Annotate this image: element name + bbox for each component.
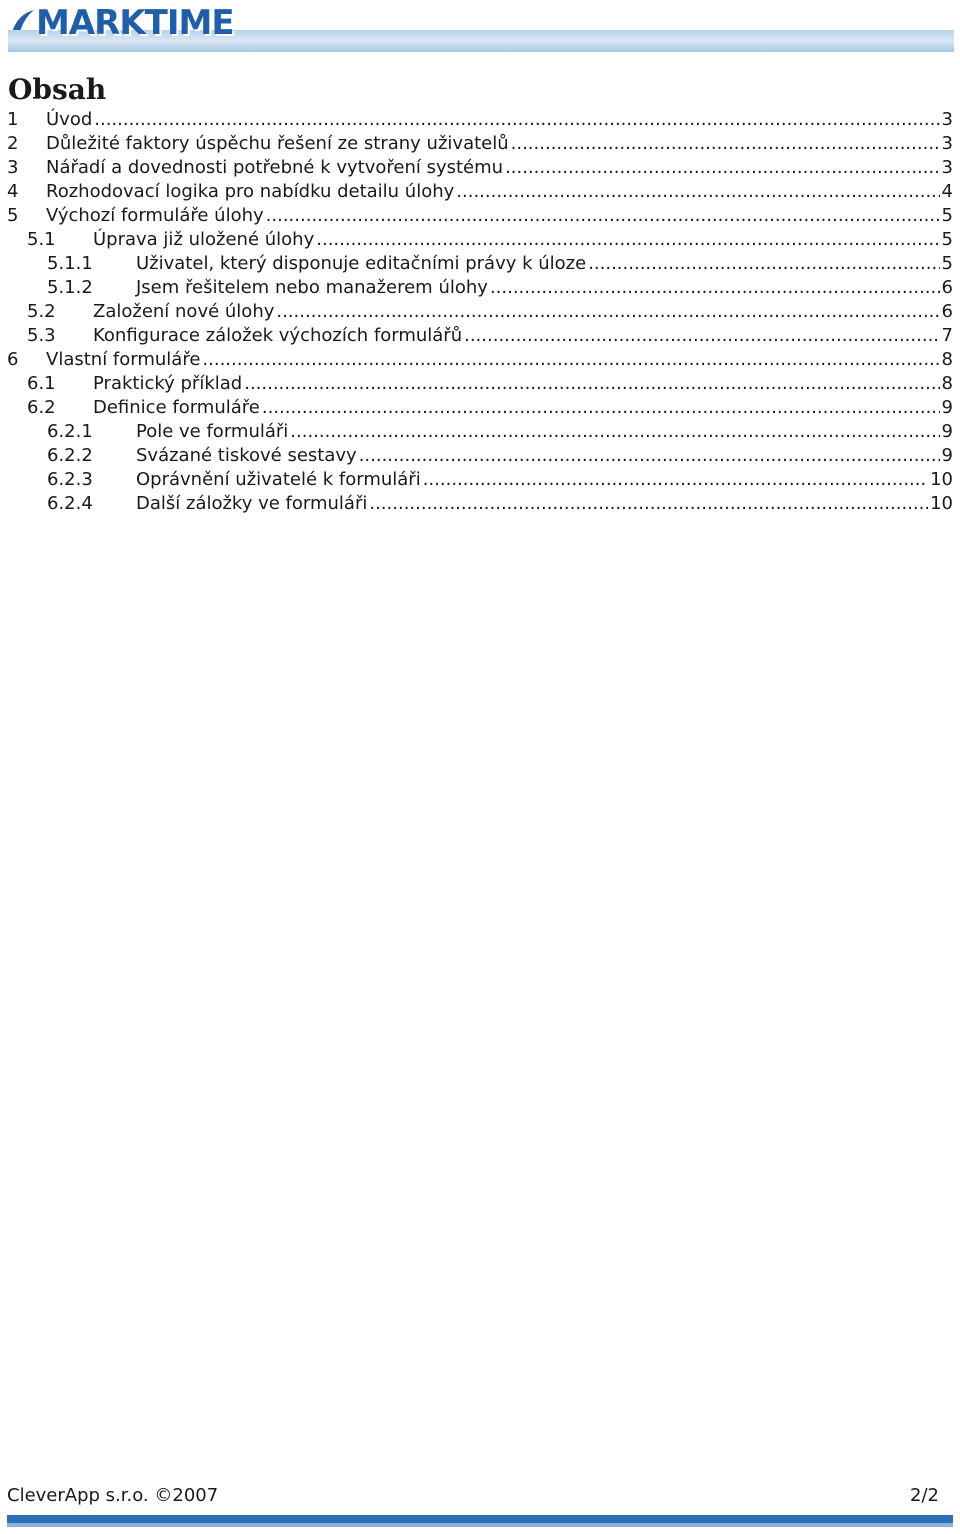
toc-leader-dots: [456, 180, 939, 204]
toc-entry[interactable]: [0, 180, 960, 204]
toc-leader-dots: [369, 492, 928, 516]
toc-leader-dots: [511, 132, 940, 156]
toc-entry-page[interactable]: 3: [941, 109, 953, 130]
toc-entry-page[interactable]: 3: [941, 157, 953, 178]
toc-heading: Obsah: [8, 73, 107, 106]
toc-entry-page[interactable]: 9: [941, 421, 953, 442]
toc-entry-title[interactable]: Důležité faktory úspěchu řešení ze strany uživatelů: [46, 133, 509, 154]
toc-entry-line: [46, 180, 953, 204]
toc-entry-number: 3: [7, 157, 19, 178]
toc-entry-number: 4: [7, 181, 19, 202]
toc-entry[interactable]: [0, 252, 960, 276]
toc-entry-number: 6.2.3: [47, 469, 93, 490]
toc-entry-line: [93, 372, 953, 396]
toc-entry-title[interactable]: Jsem řešitelem nebo manažerem úlohy: [136, 277, 488, 298]
toc-entry[interactable]: [0, 348, 960, 372]
toc-entry-title[interactable]: Úvod: [46, 109, 93, 130]
footer-company: CleverApp s.r.o. ©2007: [7, 1485, 219, 1506]
toc-entry-number: 6.2.4: [47, 493, 93, 514]
toc-leader-dots: [94, 108, 939, 132]
toc-entry-number: 5.1.2: [47, 277, 93, 298]
toc-entry-title[interactable]: Další záložky ve formuláři: [136, 493, 368, 514]
toc-leader-dots: [359, 444, 940, 468]
toc-entry-number: 5.3: [27, 325, 56, 346]
toc-entry[interactable]: [0, 156, 960, 180]
toc-entry-line: [93, 396, 953, 420]
toc-entry-title[interactable]: Úprava již uložené úlohy: [93, 229, 315, 250]
toc-entry-line: [136, 444, 953, 468]
toc-entry-line: [46, 204, 953, 228]
toc-entry-number: 1: [7, 109, 19, 130]
toc-entry[interactable]: [0, 492, 960, 516]
toc-entry-title[interactable]: Nářadí a dovednosti potřebné k vytvoření systému: [46, 157, 504, 178]
toc-entry-page[interactable]: 7: [941, 325, 953, 346]
toc-entry[interactable]: [0, 108, 960, 132]
toc-entry-title[interactable]: Výchozí formuláře úlohy: [46, 205, 264, 226]
toc-leader-dots: [266, 204, 940, 228]
toc-entry-page[interactable]: 9: [941, 397, 953, 418]
toc-entry-line: [136, 252, 953, 276]
toc-entry-page[interactable]: 10: [930, 469, 953, 490]
toc-entry-page[interactable]: 5: [941, 229, 953, 250]
toc-leader-dots: [464, 324, 939, 348]
toc-entry-number: 5.1: [27, 229, 56, 250]
toc-entry-number: 6.2: [27, 397, 56, 418]
footer-bar-light: [7, 1523, 953, 1527]
toc-entry-title[interactable]: Konfigurace záložek výchozích formulářů: [93, 325, 463, 346]
toc-entry-page[interactable]: 8: [941, 373, 953, 394]
toc-entry-line: [46, 156, 953, 180]
toc-entry-line: [136, 468, 953, 492]
toc-entry[interactable]: [0, 420, 960, 444]
toc-entry-number: 6.2.1: [47, 421, 93, 442]
toc-entry-number: 6: [7, 349, 19, 370]
toc-entry[interactable]: [0, 372, 960, 396]
toc-entry-line: [136, 276, 953, 300]
toc-entry-page[interactable]: 4: [941, 181, 953, 202]
toc-entry-title[interactable]: Oprávnění uživatelé k formuláři: [136, 469, 421, 490]
toc-entry-title[interactable]: Svázané tiskové sestavy: [136, 445, 357, 466]
toc-entry-title[interactable]: Pole ve formuláři: [136, 421, 289, 442]
toc-entry-title[interactable]: Praktický příklad: [93, 373, 243, 394]
toc-entry-number: 5.1.1: [47, 253, 93, 274]
toc-entry-page[interactable]: 10: [930, 493, 953, 514]
footer-bar: [7, 1515, 953, 1523]
toc-entry[interactable]: [0, 204, 960, 228]
toc-entry-line: [46, 108, 953, 132]
toc-entry-page[interactable]: 6: [941, 301, 953, 322]
toc-entry[interactable]: [0, 468, 960, 492]
toc-entry[interactable]: [0, 228, 960, 252]
toc-leader-dots: [202, 348, 939, 372]
toc-entry-line: [46, 348, 953, 372]
toc-entry[interactable]: [0, 300, 960, 324]
toc-entry-title[interactable]: Založení nové úlohy: [93, 301, 275, 322]
toc-entry-page[interactable]: 9: [941, 445, 953, 466]
toc-entry-page[interactable]: 3: [941, 133, 953, 154]
toc-entry[interactable]: [0, 396, 960, 420]
toc-entry-number: 6.2.2: [47, 445, 93, 466]
footer-page-number: 2/2: [910, 1485, 939, 1506]
toc-entry-number: 5.2: [27, 301, 56, 322]
toc-entry-line: [93, 300, 953, 324]
table-of-contents: [0, 108, 960, 516]
toc-entry-title[interactable]: Definice formuláře: [93, 397, 260, 418]
toc-entry-title[interactable]: Vlastní formuláře: [46, 349, 201, 370]
toc-entry-page[interactable]: 6: [941, 277, 953, 298]
toc-leader-dots: [290, 420, 939, 444]
toc-leader-dots: [262, 396, 940, 420]
toc-leader-dots: [505, 156, 939, 180]
toc-entry-line: [46, 132, 953, 156]
toc-leader-dots: [490, 276, 940, 300]
toc-entry-title[interactable]: Uživatel, který disponuje editačními právy k úloze: [136, 253, 587, 274]
toc-leader-dots: [244, 372, 939, 396]
toc-entry-line: [136, 420, 953, 444]
toc-entry-page[interactable]: 5: [941, 253, 953, 274]
logo: MARKTIME: [36, 3, 234, 43]
toc-leader-dots: [588, 252, 939, 276]
toc-entry-number: 6.1: [27, 373, 56, 394]
toc-entry-line: [93, 228, 953, 252]
toc-entry-number: 2: [7, 133, 19, 154]
toc-entry-page[interactable]: 8: [941, 349, 953, 370]
toc-entry-line: [93, 324, 953, 348]
toc-entry[interactable]: [0, 276, 960, 300]
toc-leader-dots: [316, 228, 939, 252]
toc-entry-title[interactable]: Rozhodovací logika pro nabídku detailu úlohy: [46, 181, 455, 202]
page-header: [0, 0, 960, 60]
toc-entry[interactable]: [0, 444, 960, 468]
toc-leader-dots: [423, 468, 928, 492]
toc-entry[interactable]: [0, 324, 960, 348]
toc-entry-line: [136, 492, 953, 516]
toc-leader-dots: [276, 300, 939, 324]
toc-entry[interactable]: [0, 132, 960, 156]
toc-entry-number: 5: [7, 205, 19, 226]
toc-entry-page[interactable]: 5: [941, 205, 953, 226]
